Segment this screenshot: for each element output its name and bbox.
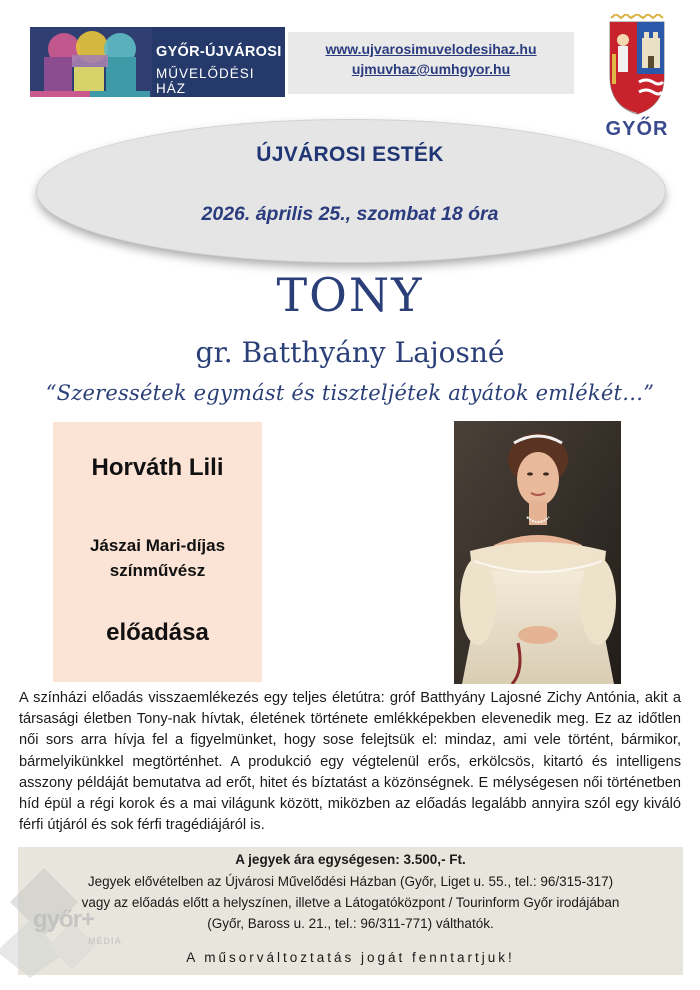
program-change-note: A műsorváltoztatás jogát fenntartjuk! [186, 950, 515, 965]
coat-of-arms-icon [596, 14, 678, 116]
city-name: GYŐR [605, 118, 669, 140]
event-description: A színházi előadás visszaemlékezés egy teljes életútra: gróf Batthyány Lajosné Zichy Antónia, akit a társasági életben Tony-nak hívtak, életének története emlékképekben elevenedik meg. Ez az időtlen női sors arra hívja fel a figyelmünket, hogy sose felejtsük el: mindaz, ami vele történt, bármikor, bármelyikünkkel megtörténhet. A produkció egy végtelenül erős, erkölcsös, kitartó és intelligens asszony példáját bemutatva ad erőt, hitet és bíztatást a közönségnek. E mélységesen női történetben híd épül a régi korok és a mai világunk között, miközben az előadás legalább annyira szól egy kiváló férfi útjáról és sok férfi tragédiájáról is. [19, 690, 681, 834]
event-date: 2026. április 25., szombat 18 óra [201, 203, 499, 225]
logo-subtitle: MŰVELŐDÉSI HÁZ [156, 66, 255, 96]
contact-box [288, 32, 574, 94]
watermark-text: győr+ [33, 906, 95, 933]
city-coat-of-arms [596, 14, 678, 142]
performer-name: Horváth Lili [91, 454, 224, 481]
show-quote: “Szeressétek egymást és tiszteljétek atyátok emlékét…” [45, 381, 655, 405]
performer-award [53, 533, 262, 583]
logo-mark-icon [30, 27, 152, 97]
watermark-subtext: MÉDIA [88, 936, 122, 946]
performer-box [53, 422, 262, 682]
logo-stripe [30, 91, 90, 97]
show-title: TONY [276, 268, 424, 322]
event-series: ÚJVÁROSI ESTÉK [256, 143, 444, 166]
show-subtitle: gr. Batthyány Lajosné [195, 336, 505, 369]
logo-title: GYŐR-ÚJVÁROSI [156, 44, 282, 60]
ticket-info-line: Jegyek elővételben az Újvárosi Művelődési Házban (Győr, Liget u. 55., tel.: 96/315-317) [87, 874, 614, 889]
website-link[interactable]: www.ujvarosimuvelodesihaz.hu [325, 41, 537, 57]
event-banner [37, 120, 665, 262]
ticket-price: A jegyek ára egységesen: 3.500,- Ft. [235, 852, 466, 867]
ticket-info-line: (Győr, Baross u. 21., tel.: 96/311-771) válthatók. [207, 916, 494, 931]
logo-stripe [90, 91, 150, 97]
performer-portrait [454, 421, 621, 684]
performance-label: előadása [106, 619, 209, 646]
award-line: színművész [109, 561, 206, 580]
institution-logo [30, 27, 285, 97]
ticket-info-line: vagy az előadás előtt a helyszínen, illetve a Látogatóközpont / Tourinform Győr irodájában [81, 895, 620, 910]
email-link[interactable]: ujmuvhaz@umhgyor.hu [351, 61, 511, 77]
award-line: Jászai Mari-díjas [89, 536, 226, 555]
